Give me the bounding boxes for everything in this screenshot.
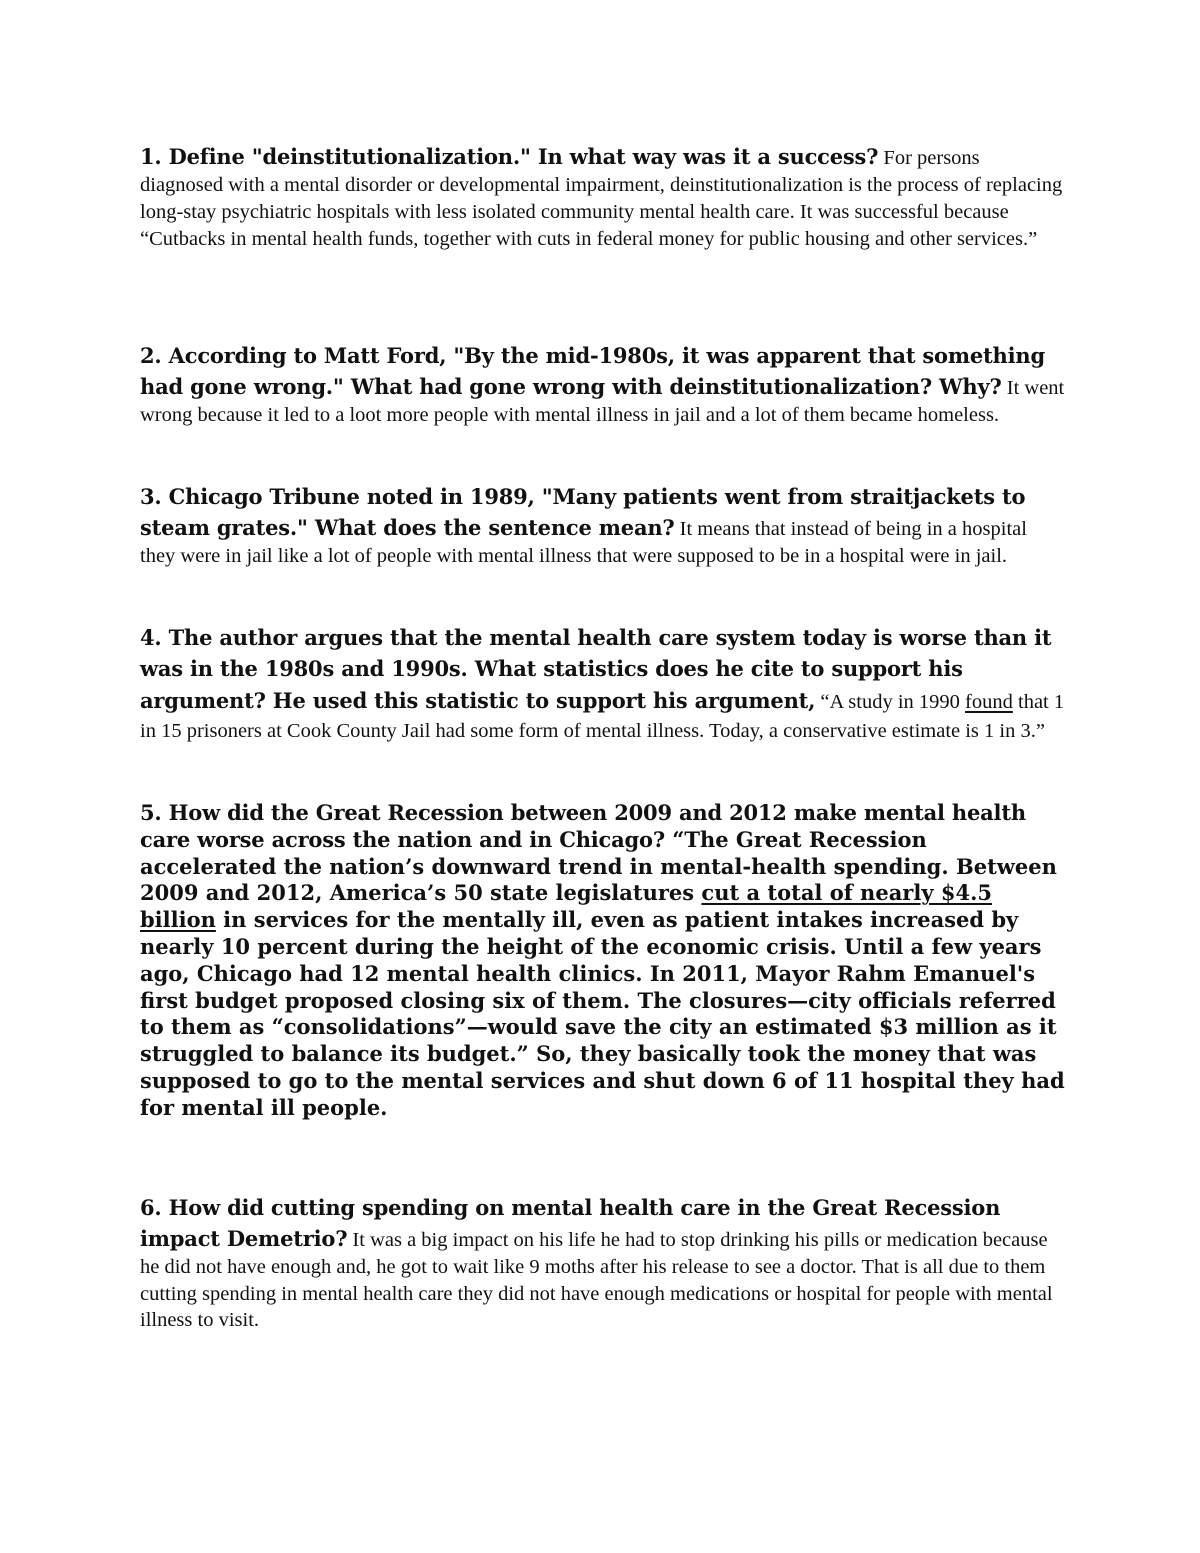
answer-4-quote-start: “A study in 1990 xyxy=(815,691,966,713)
answer-5-quote-end: in services for the mentally ill, even as patient intakes increased by nearly 10 percent during the height of the economic crisis. Until a few years ago, Chicago had 12 mental health clinics. In 2011, Mayor Rahm Emanuel's first budget proposed closing six of them. The closures—city officials referred to them as “consolidations”—would save the city an estimated $3 million as it struggled to balance its budget.” So, they basically took the money that was supposed to go to the mental services and shut down 6 of 11 hospital they had for mental ill people. xyxy=(140,907,1065,1120)
answer-4-found-link[interactable]: found xyxy=(965,691,1013,713)
question-2 xyxy=(140,340,1065,429)
question-4 xyxy=(140,622,1065,745)
answer-6-text: It was a big impact on his life he had to stop drinking his pills or medication because he did not have enough and, he got to wait like 9 moths after his release to see a doctor. That is all due to them cutting spending in mental health care they did not have enough medications or hospital for people with mental illness to visit. xyxy=(140,1229,1053,1331)
question-4-text: 4. The author argues that the mental health care system today is worse than it was in the 1980s and 1990s. What statistics does he cite to support his argument? xyxy=(140,625,1052,713)
answer-4-quote-end: that 1 in 15 prisoners at Cook County Jail had some form of mental illness. Today, a conservative estimate is 1 in 3.” xyxy=(140,691,1065,742)
answer-4-lead-in: He used this statistic to support his argument, xyxy=(265,688,816,713)
answer-1-text: For persons diagnosed with a mental disorder or developmental impairment, deinstitutionalization is the process of replacing long-stay psychiatric hospitals with less isolated community mental health care. It was successful because “Cutbacks in mental health funds, together with cuts in federal money for public housing and other services.” xyxy=(140,147,1063,250)
question-3 xyxy=(140,481,1065,570)
answer-2-text: It went wrong because it led to a loot more people with mental illness in jail and a lot of them became homeless. xyxy=(140,377,1065,426)
answer-3-text: It means that instead of being in a hospital they were in jail like a lot of people with mental illness that were supposed to be in a hospital were in jail. xyxy=(140,518,1027,567)
question-1-text: 1. Define "deinstitutionalization." In what way was it a success? xyxy=(140,144,879,169)
question-5 xyxy=(140,800,1065,1122)
answer-5-quote-start: “The Great Recession accelerated the nation’s downward trend in mental-health spending. Between 2009 and 2012, America’s 50 state legislatures xyxy=(140,826,1057,906)
question-6 xyxy=(140,1192,1065,1334)
question-5-text: 5. How did the Great Recession between 2009 and 2012 make mental health care worse across the nation and in Chicago? xyxy=(140,800,1026,852)
question-6-text: 6. How did cutting spending on mental health care in the Great Recession impact Demetrio? xyxy=(140,1195,1001,1251)
question-1 xyxy=(140,143,1065,253)
question-2-text: 2. According to Matt Ford, "By the mid-1980s, it was apparent that something had gone wrong." What had gone wrong with deinstitutionalization? Why? xyxy=(140,343,1045,399)
answer-5-budget-cut-link[interactable]: cut a total of nearly $4.5 billion xyxy=(140,880,992,933)
question-3-text: 3. Chicago Tribune noted in 1989, "Many patients went from straitjackets to steam grates." What does the sentence mean? xyxy=(140,484,1026,540)
